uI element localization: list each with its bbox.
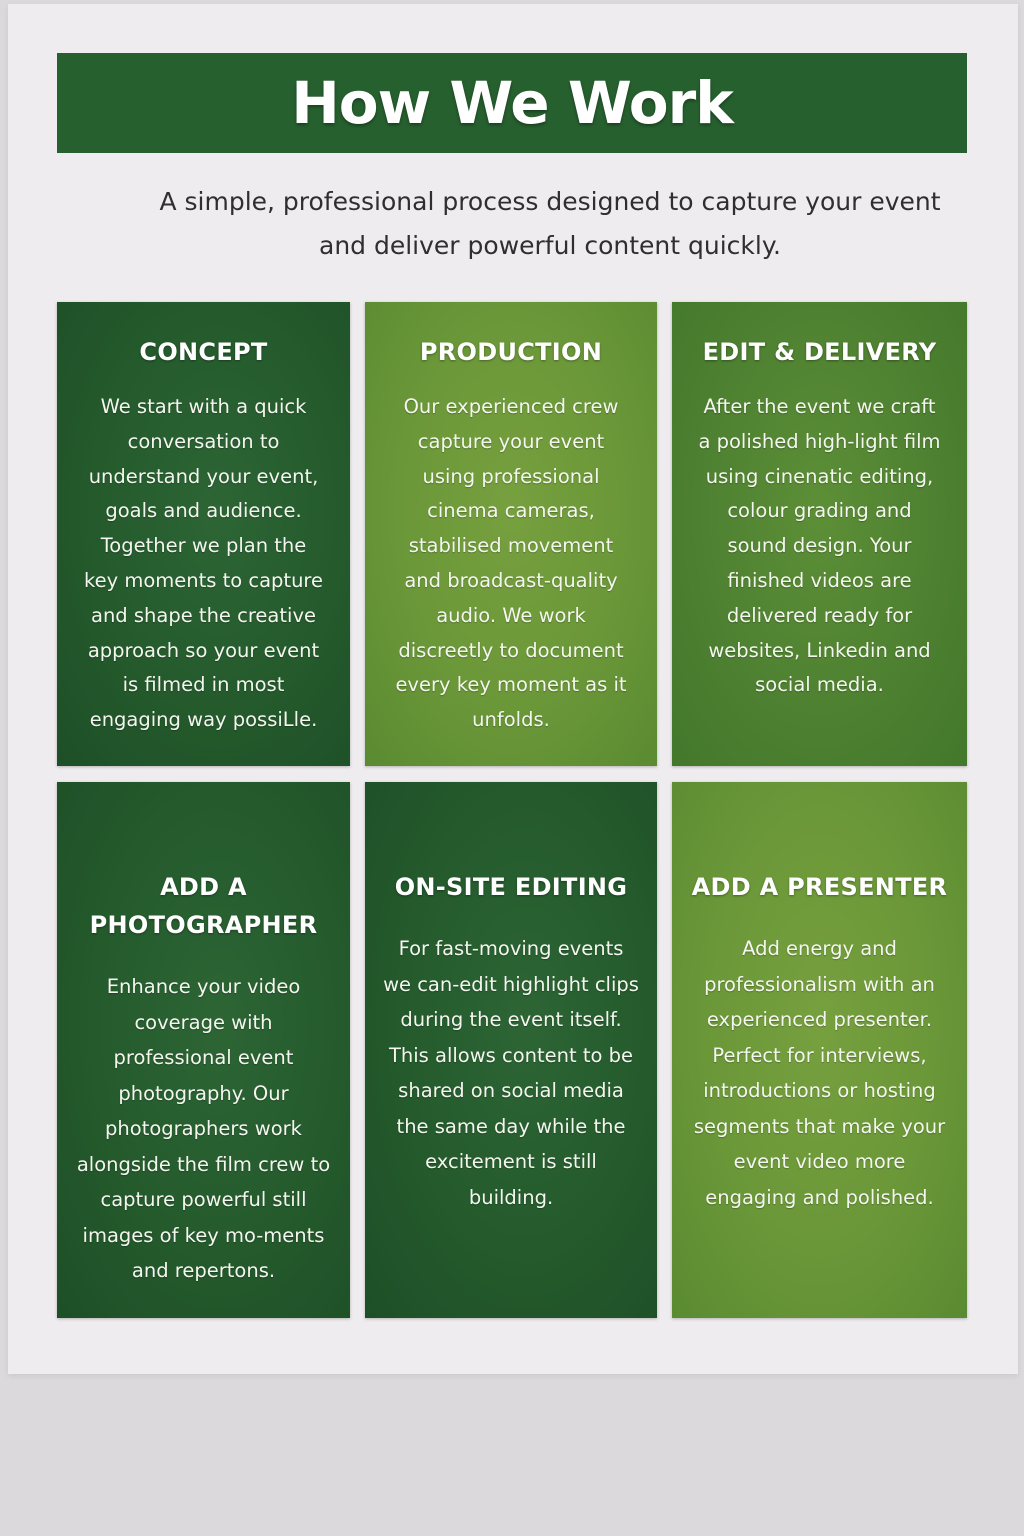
card-text: We start with a quick conversation to understand your event, goals and audience. Together we plan the key moments to capture and shape the creative approach so your event is filmed in most engaging way possiLle. [83, 395, 324, 732]
page-subtitle: A simple, professional process designed to capture your event and deliver powerful content quickly. [159, 187, 941, 260]
card-text: For fast-moving events we can-edit highlight clips during the event itself. This allows content to be shared on social media the same day while the excitement is still building. [383, 937, 639, 1209]
page-title: How We Work [291, 69, 733, 137]
card-heading: PRODUCTION [419, 338, 603, 366]
card-edit-delivery [672, 302, 967, 766]
card-heading: CONCEPT [139, 338, 268, 366]
card-text: Add energy and professionalism with an experienced presenter. Perfect for interviews, introductions or hosting segments that make your event video more engaging and polished. [693, 937, 946, 1209]
card-text: After the event we craft a polished high-light film using cinenatic editing, colour grading and sound design. Your finished videos are delivered ready for websites, Linkedin and social media. [698, 395, 941, 697]
card-add-photographer [57, 782, 350, 1318]
card-heading: EDIT & DELIVERY [702, 338, 937, 366]
card-text: Enhance your video coverage with professional event photography. Our photographers work alongside the film crew to capture powerful still images of key mo-ments and repertons. [76, 975, 331, 1282]
card-heading: ADD A PRESENTER [691, 873, 948, 901]
card-text: Our experienced crew capture your event using professional cinema cameras, stabilised movement and broadcast-quality audio. We work discreetly to document every key moment as it unfolds. [395, 395, 627, 732]
card-production [365, 302, 657, 766]
card-on-site-editing [365, 782, 657, 1318]
card-heading: ADD A PHOTOGRAPHER [89, 873, 318, 939]
card-add-presenter [672, 782, 967, 1318]
title-banner [57, 53, 967, 153]
card-heading: ON-SITE EDITING [394, 873, 628, 901]
card-concept [57, 302, 350, 766]
